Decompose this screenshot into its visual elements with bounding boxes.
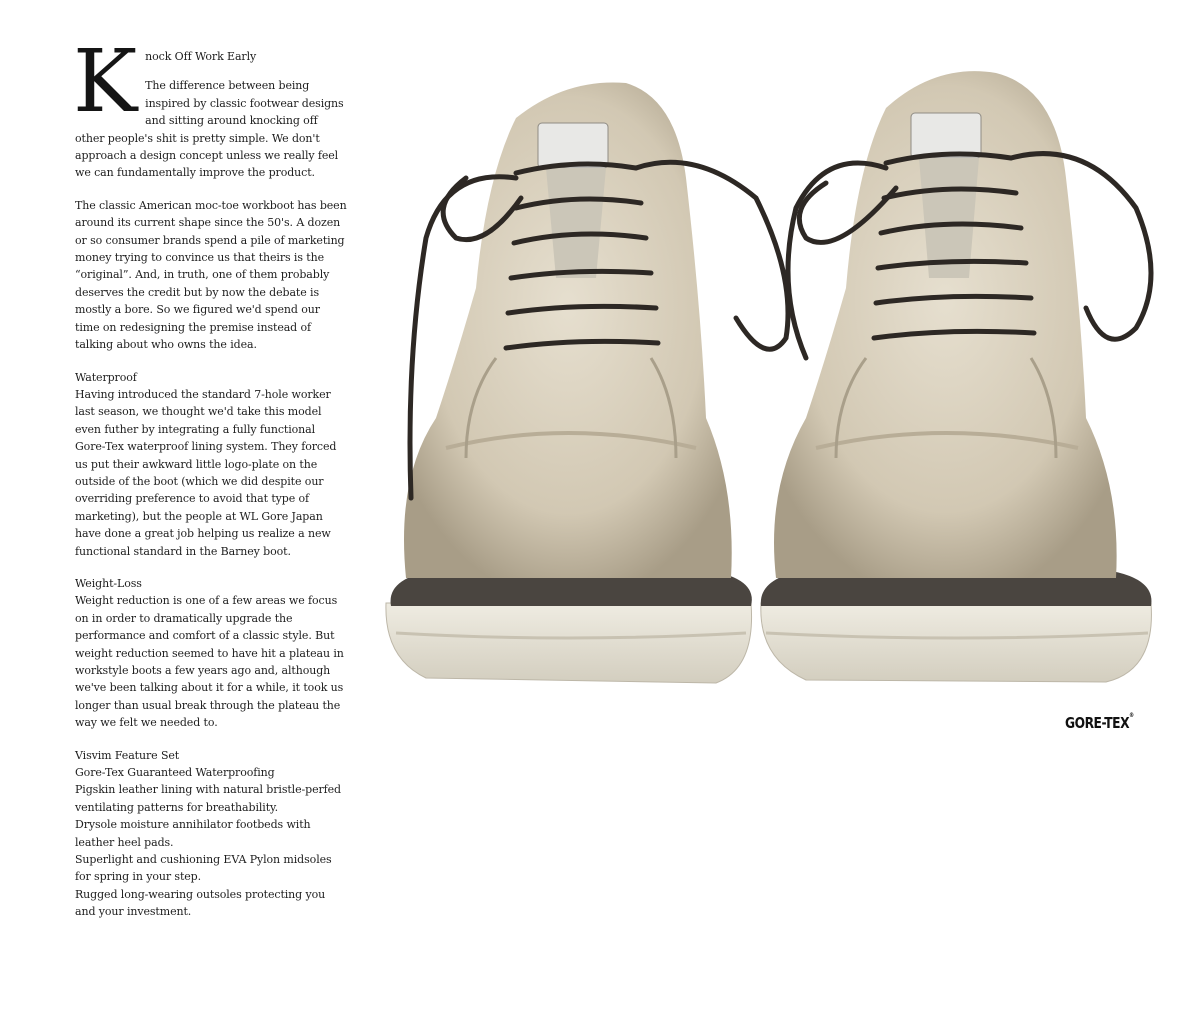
- section-heading: Weight-Loss: [75, 576, 142, 590]
- list-item: Superlight and cushioning EVA Pylon midsoles for spring in your step.: [75, 853, 332, 884]
- logo-text: GORE-TEX: [1065, 714, 1130, 732]
- weight-loss-section: [75, 575, 347, 732]
- right-boot: [761, 71, 1152, 682]
- intro-paragraph: The difference between being inspired by classic footwear designs and sitting around knocking off other people's shit is pretty simple. We don't approach a design concept unless we really feel we can fundamentally improve the product.: [75, 79, 344, 180]
- boots-photo: [366, 58, 1156, 698]
- article-column: [73, 32, 347, 921]
- left-boot: [386, 82, 788, 683]
- feature-set-heading: Visvim Feature Set: [75, 748, 180, 762]
- list-item: Gore-Tex Guaranteed Waterproofing: [75, 766, 275, 780]
- feature-list: [75, 764, 347, 921]
- history-paragraph: The classic American moc-toe workboot has been around its current shape since the 50's. A dozen or so consumer brands spend a pile of marketing money trying to convince us that theirs is the “original”. And, in truth, one of them probably deserves the credit but by now the debate is mostly a bore. So we figured we'd spend our time on redesigning the premise instead of talking about who owns the idea.: [75, 198, 347, 352]
- registered-mark: ®: [1129, 712, 1134, 719]
- gore-tex-logo: [1065, 714, 1133, 732]
- list-item: Pigskin leather lining with natural bristle-perfed ventilating patterns for breathability.: [75, 783, 341, 814]
- drop-cap: K: [73, 32, 138, 132]
- list-item: Rugged long-wearing outsoles protecting you and your investment.: [75, 887, 326, 919]
- intro-block: [73, 32, 347, 182]
- section-heading: Waterproof: [75, 370, 137, 384]
- section-body: Having introduced the standard 7-hole worker last season, we thought we'd take this model even futher by integrating a fully functional Gore-Tex waterproof lining system. They forced us put their awkward little logo-plate on the outside of the boot (which we did despite our overriding preference to avoid that type of marketing), but the people at WL Gore Japan have done a great job helping us realize a new functional standard in the Barney boot.: [75, 387, 337, 558]
- list-item: Drysole moisture annihilator footbeds with leather heel pads.: [75, 818, 311, 849]
- waterproof-section: [75, 369, 347, 560]
- section-body: Weight reduction is one of a few areas we focus on in order to dramatically upgrade the performance and comfort of a classic style. But weight reduction seemed to have hit a plateau in workstyle boots a few years ago and, although we've been talking about it for a while, it took us longer than usual break through the plateau the way we felt we needed to.: [75, 594, 344, 730]
- article-title: nock Off Work Early: [145, 50, 257, 63]
- feature-set-section: [75, 747, 347, 921]
